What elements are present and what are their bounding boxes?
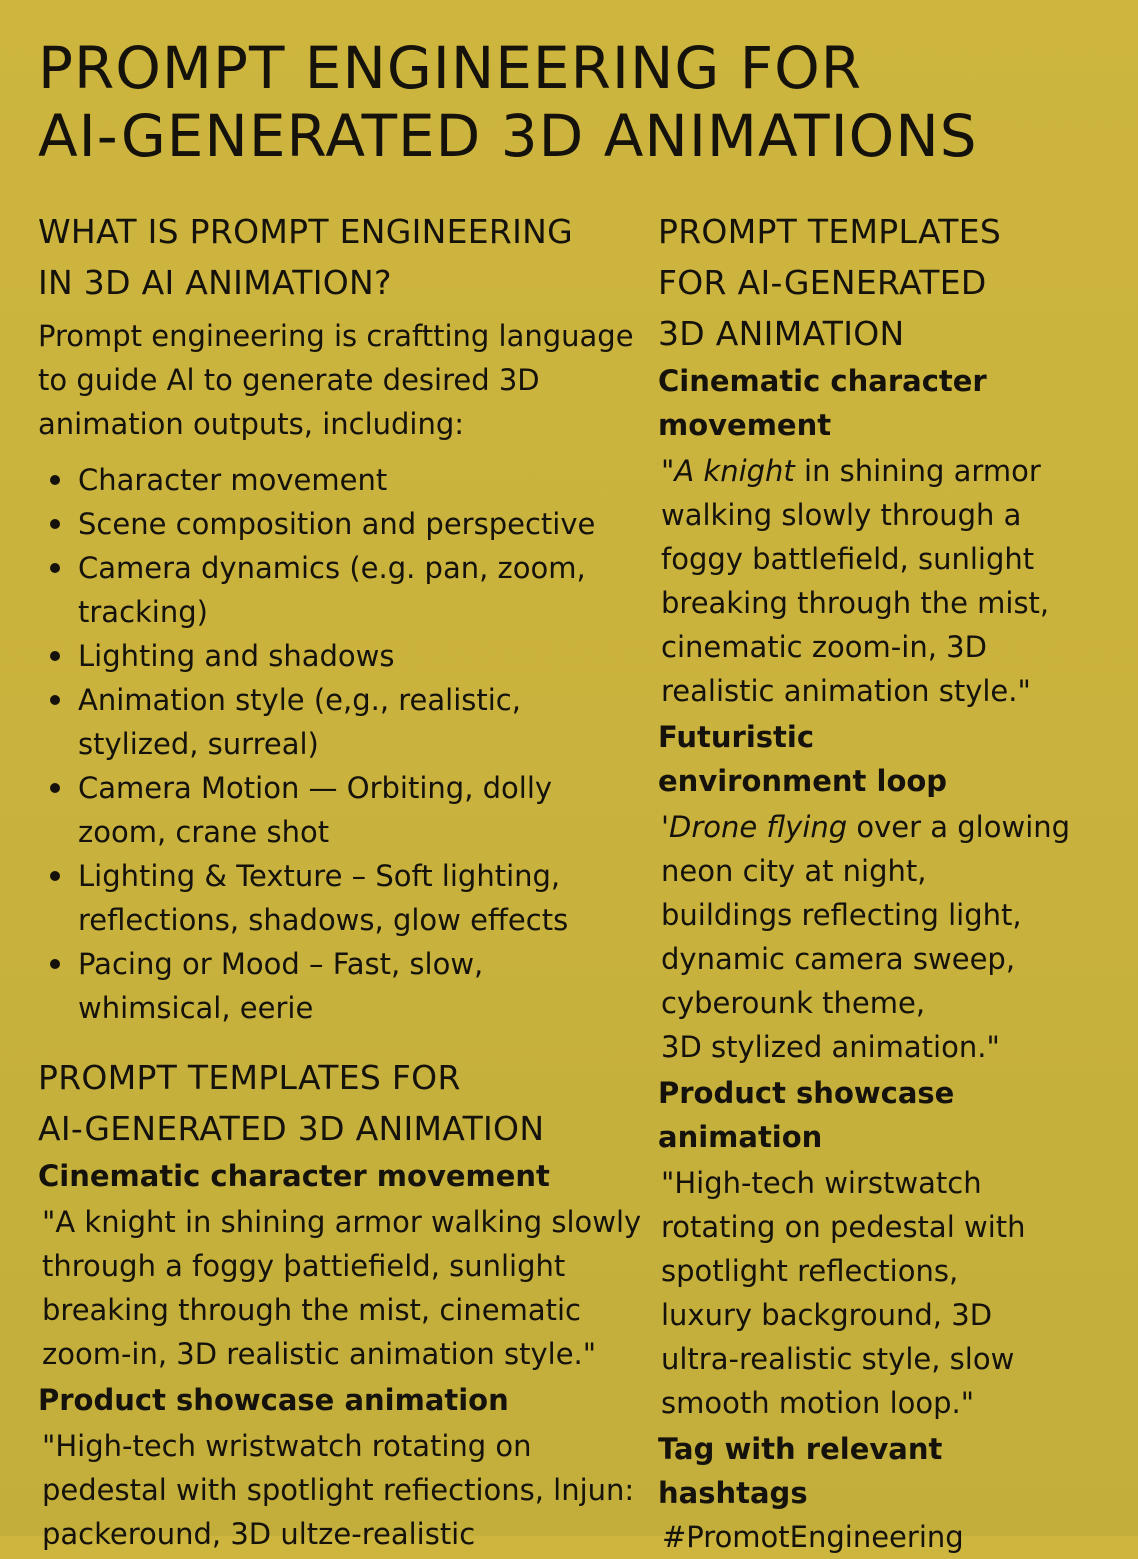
- list-item: Lighting & Texture – Soft lighting, reflections, shadows, glow effects: [38, 854, 618, 942]
- template-title-cinematic: Cinematic character movement: [38, 1159, 550, 1193]
- quote-mark: ": [661, 454, 675, 488]
- right-column: [658, 206, 1078, 1559]
- right-template-title-product: Product showcase animation: [658, 1076, 955, 1154]
- quote-line: walking slowly through a: [661, 498, 1022, 532]
- quote-line: 3D stylized animation.": [661, 1030, 1000, 1064]
- quote-line: neon city at night,: [661, 854, 927, 888]
- quote-line: ultra-realistic style, slow: [661, 1342, 1015, 1376]
- list-item: Animation style (e,g., realistic, stylized, surreal): [38, 678, 618, 766]
- quote-line: buildings reflecting light,: [661, 898, 1022, 932]
- quote-line: realistic animation style.": [661, 674, 1031, 708]
- quote-line: luxury background, 3D: [661, 1298, 993, 1332]
- quote-line: cinematic zoom-in, 3D: [661, 630, 987, 664]
- templates-section: [38, 1052, 648, 1556]
- quote-line: cyberounk theme,: [661, 986, 926, 1020]
- quote-line-rest: over a glowing: [847, 810, 1071, 844]
- page-title: [38, 34, 1138, 170]
- list-item: Pacing or Mood – Fast, slow, whimsical, eerie: [38, 942, 618, 1030]
- templates-heading-line-1: PROMPT TEMPLATES FOR: [38, 1058, 461, 1097]
- templates-heading: [38, 1052, 648, 1154]
- quote-line: foggy battlefield, sunlight: [661, 542, 1035, 576]
- what-is-heading-line-1: WHAT IS PROMPT ENGINEERING: [38, 212, 574, 251]
- what-is-heading-line-2: IN 3D AI ANIMATION?: [38, 263, 392, 302]
- right-heading-line-1: PROMPT TEMPLATES: [658, 212, 1002, 251]
- list-item: Scene composition and perspective: [38, 502, 618, 546]
- title-line-1: PROMPT ENGINEERING FOR: [38, 34, 863, 102]
- list-item: Character movement: [38, 458, 618, 502]
- what-is-heading: [38, 206, 648, 308]
- right-heading-line-3: 3D ANIMATION: [658, 314, 905, 353]
- right-template-text-product: [661, 1161, 1078, 1425]
- title-line-2: AI-GENERATED 3D ANIMATIONS: [38, 102, 978, 170]
- quote-line: rotating on pedestal with: [661, 1210, 1026, 1244]
- right-templates-heading: [658, 206, 1078, 359]
- italic-phrase: Drone flying: [668, 810, 848, 844]
- quote-line: smooth motion loop.": [661, 1386, 975, 1420]
- right-template-text-cinematic: [661, 449, 1078, 713]
- list-item: Camera dynamics (e.g. pan, zoom, tracking): [38, 546, 618, 634]
- italic-phrase: A knight: [674, 454, 795, 488]
- hashtag-title: Tag with relevant hashtags: [658, 1432, 943, 1510]
- quote-line: "High-tech wirstwatch: [661, 1166, 982, 1200]
- left-column: [38, 206, 648, 1558]
- quote-line: [661, 805, 1078, 849]
- right-template-title-cinematic: Cinematic character movement: [658, 364, 987, 442]
- right-heading-line-2: FOR AI-GENERATED: [658, 263, 987, 302]
- feature-list: [38, 458, 648, 1030]
- intro-paragraph: Prompt engineering is craftting language to guide Al to generate desired 3D animation outputs, including:: [38, 319, 634, 441]
- list-item: Camera Motion — Orbiting, dolly zoom, crane shot: [38, 766, 618, 854]
- quote-line: [661, 449, 1078, 493]
- list-item: Lighting and shadows: [38, 634, 618, 678]
- templates-heading-line-2: AI-GENERATED 3D ANIMATION: [38, 1109, 545, 1148]
- template-text-product: "High-tech wristwatch rotating on pedestal with spotlight refiections, lnjun: packeround, 3D ultze-realistic: [42, 1429, 635, 1551]
- right-template-text-futuristic: [661, 805, 1078, 1069]
- hashtag-text: #PromotEngineering: [662, 1520, 964, 1554]
- quote-line: breaking through the mist,: [661, 586, 1050, 620]
- template-title-product: Product showcase animation: [38, 1383, 509, 1417]
- quote-mark: ': [661, 810, 669, 844]
- quote-line: dynamic camera sweep,: [661, 942, 1016, 976]
- template-text-cinematic: "A knight in shining armor walking slowly through a foggy þattiefield, sunlight breaking through the mist, cinematic zoom-in, 3D realistic animation style.": [42, 1205, 642, 1371]
- quote-line-rest: in shining armor: [794, 454, 1041, 488]
- quote-line: spotlight reflections,: [661, 1254, 959, 1288]
- right-template-title-futuristic: Futuristic environment loop: [658, 720, 948, 798]
